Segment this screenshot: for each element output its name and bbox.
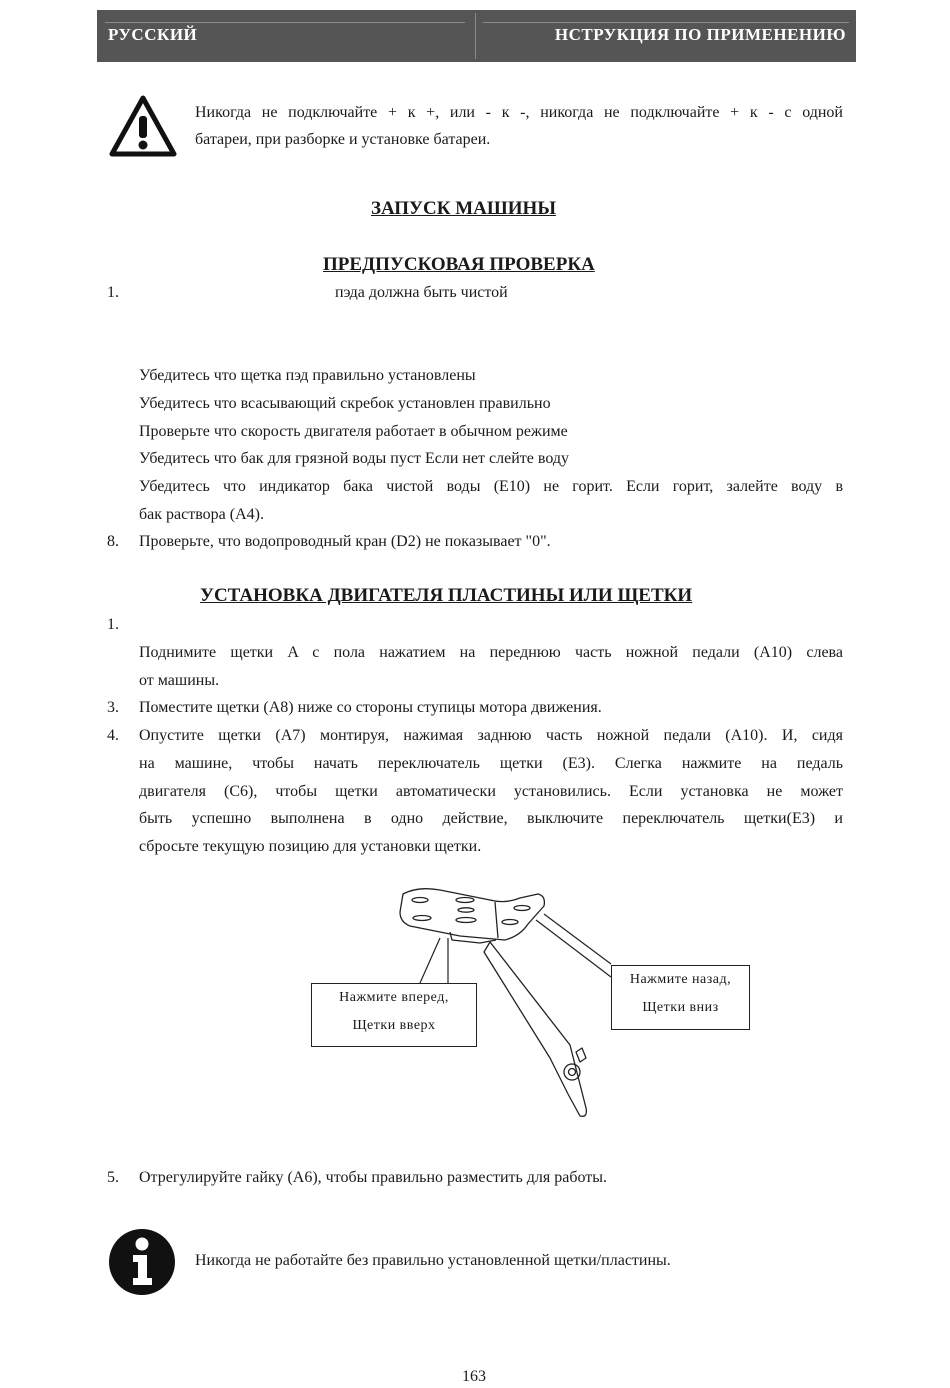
callout-forward-line1: Нажмите вперед, [339, 990, 449, 1005]
install-item5-number: 5. [107, 1169, 119, 1186]
info-circle-icon [108, 1228, 176, 1296]
section-title-install: УСТАНОВКА ДВИГАТЕЛЯ ПЛАСТИНЫ ИЛИ ЩЕТКИ [200, 585, 693, 606]
precheck-line: Убедитесь что щетка пэд правильно установлены [139, 367, 476, 384]
precheck-line: бак раствора (A4). [139, 506, 264, 523]
header-rule-right [483, 22, 849, 23]
precheck-item1-number: 1. [107, 284, 119, 301]
install-item4-line: Опустите щетки (A7) монтируя, нажимая заднюю часть ножной педали (A10). И, сидя [139, 727, 843, 744]
header-rule-left [105, 22, 465, 23]
precheck-item1-text: пэда должна быть чистой [335, 284, 508, 301]
precheck-item8-number: 8. [107, 533, 119, 550]
warning-text-line1: Никогда не подключайте + к +, или - к -, никогда не подключайте + к - с одной [195, 104, 843, 121]
install-item3-text: Поместите щетки (A8) ниже со стороны ступицы мотора движения. [139, 699, 602, 716]
callout-forward [311, 983, 477, 1047]
pedal-rod [484, 942, 586, 1116]
install-item4-line: на машине, чтобы начать переключатель щетки (E3). Слегка нажмите на педаль [139, 755, 843, 772]
install-item5-text: Отрегулируйте гайку (A6), чтобы правильно разместить для работы. [139, 1169, 608, 1186]
adjust-nut [564, 1064, 580, 1080]
install-item4-line: двигателя (C6), чтобы щетки автоматически установились. Если установка не может [139, 783, 843, 800]
header-divider [475, 13, 476, 59]
install-item3-number: 3. [107, 699, 119, 716]
callout-back [611, 965, 750, 1030]
callout-forward-line2: Щетки вверх [352, 1018, 436, 1033]
install-step2-line: от машины. [139, 672, 220, 689]
callout-back-line1: Нажмите назад, [629, 972, 732, 987]
precheck-line: Проверьте что скорость двигателя работает в обычном режиме [139, 423, 568, 440]
install-item4-line: сбросьте текущую позицию для установки щетки. [139, 838, 482, 855]
header-language: РУССКИЙ [108, 25, 198, 44]
warning-text-line2: батареи, при разборке и установке батареи. [195, 131, 491, 148]
page-header [97, 10, 856, 62]
info-text: Никогда не работайте без правильно установленной щетки/пластины. [195, 1252, 671, 1269]
install-item4-line: быть успешно выполнена в одно действие, выключите переключатель щетки(E3) и [139, 810, 843, 827]
precheck-line: Убедитесь что индикатор бака чистой воды (E10) не горит. Если горит, залейте воду в [139, 478, 843, 495]
section-title-start-machine: ЗАПУСК МАШИНЫ [371, 198, 556, 219]
warning-triangle-icon [108, 94, 178, 158]
callout-back-line2: Щетки вниз [642, 1000, 719, 1015]
pedal-plate [400, 889, 544, 940]
install-item4-number: 4. [107, 727, 119, 744]
install-item1-number: 1. [107, 616, 119, 633]
install-step2-line: Поднимите щетки A с пола нажатием на переднюю часть ножной педали (A10) слева [139, 644, 843, 661]
header-document-title: НСТРУКЦИЯ ПО ПРИМЕНЕНИЮ [554, 25, 846, 44]
precheck-line: Убедитесь что бак для грязной воды пуст Если нет слейте воду [139, 450, 570, 467]
precheck-item8-text: Проверьте, что водопроводный кран (D2) не показывает "0". [139, 533, 551, 550]
section-title-precheck: ПРЕДПУСКОВАЯ ПРОВЕРКА [323, 254, 595, 275]
precheck-line: Убедитесь что всасывающий скребок установлен правильно [139, 395, 551, 412]
page-number: 163 [462, 1368, 486, 1385]
